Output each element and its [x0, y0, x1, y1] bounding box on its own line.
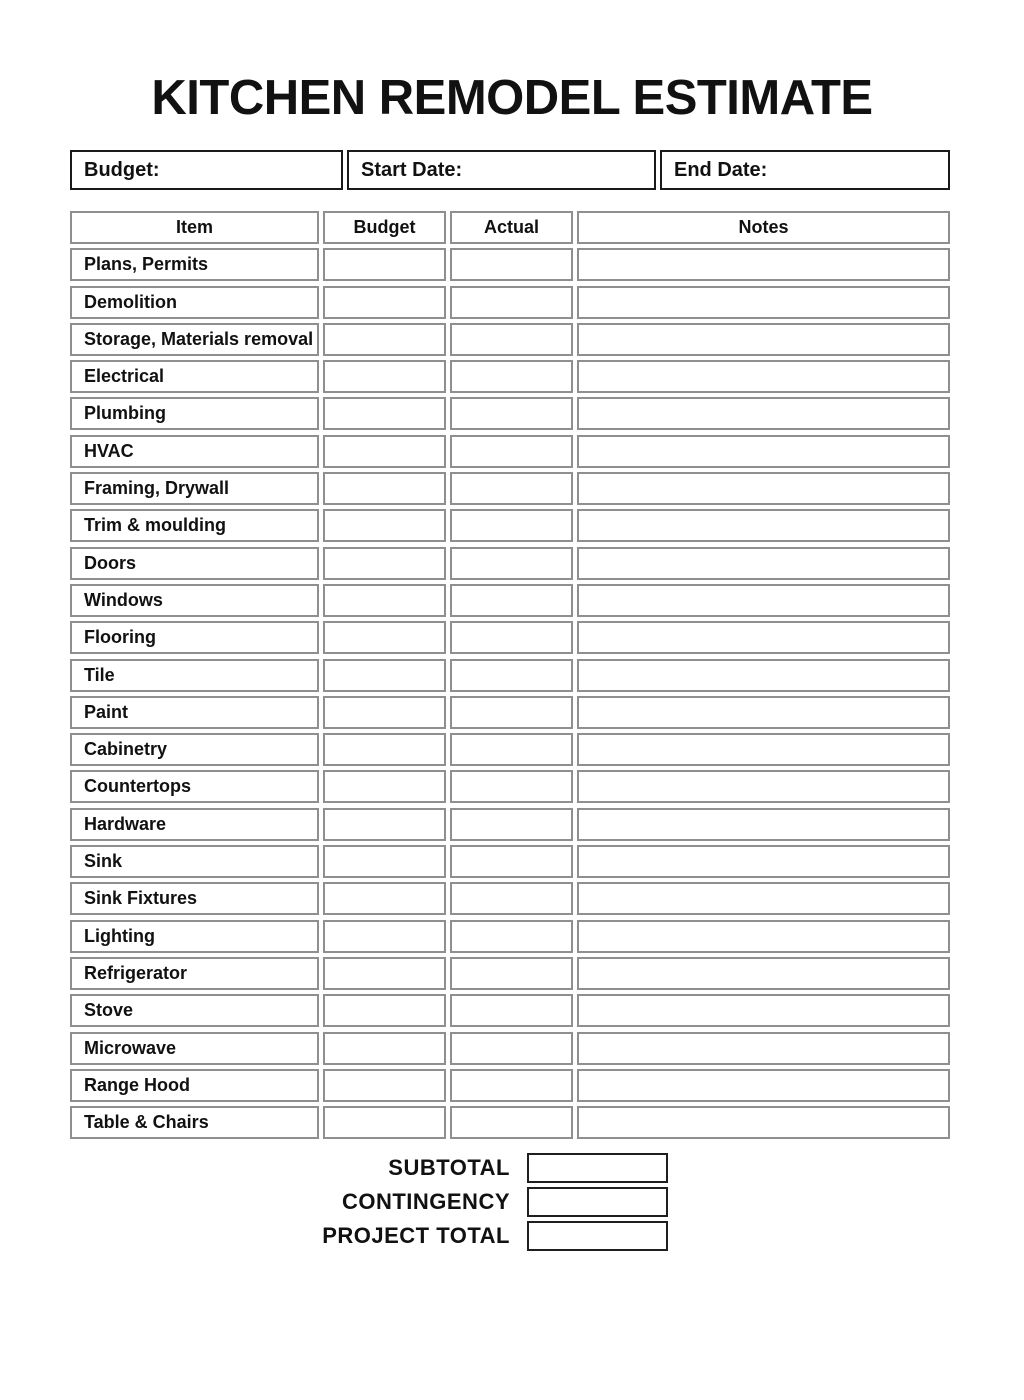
subtotal-input-box[interactable] [527, 1153, 668, 1183]
actual-input-cell[interactable] [450, 659, 573, 692]
contingency-input-box[interactable] [527, 1187, 668, 1217]
page-title: KITCHEN REMODEL ESTIMATE [151, 71, 873, 125]
item-cell [70, 248, 319, 281]
actual-input-cell[interactable] [450, 994, 573, 1027]
budget-input-cell[interactable] [323, 472, 446, 505]
item-cell [70, 509, 319, 542]
item-cell [70, 994, 319, 1027]
table-row [70, 584, 950, 617]
budget-input-cell[interactable] [323, 584, 446, 617]
estimate-table [70, 211, 950, 1139]
item-label: Lighting [84, 925, 155, 946]
actual-input-cell[interactable] [450, 882, 573, 915]
item-label: Sink Fixtures [84, 888, 198, 909]
item-label: Doors [84, 552, 137, 573]
item-cell [70, 584, 319, 617]
notes-input-cell[interactable] [577, 472, 950, 505]
notes-input-cell[interactable] [577, 659, 950, 692]
table-row [70, 360, 950, 393]
budget-input-cell[interactable] [323, 360, 446, 393]
notes-input-cell[interactable] [577, 248, 950, 281]
actual-input-cell[interactable] [450, 472, 573, 505]
item-label: Cabinetry [84, 739, 168, 760]
column-header-budget [323, 211, 446, 244]
end-date-field-label: End Date: [674, 158, 768, 181]
notes-input-cell[interactable] [577, 323, 950, 356]
budget-input-cell[interactable] [323, 1106, 446, 1139]
table-row [70, 696, 950, 729]
end-date-field[interactable] [660, 150, 950, 190]
item-label: Plumbing [84, 403, 166, 424]
item-label: Storage, Materials removal [84, 328, 314, 349]
column-header-item [70, 211, 319, 244]
notes-input-cell[interactable] [577, 547, 950, 580]
column-header-notes [577, 211, 950, 244]
budget-input-cell[interactable] [323, 1032, 446, 1065]
actual-input-cell[interactable] [450, 621, 573, 654]
budget-field[interactable] [70, 150, 343, 190]
item-label: HVAC [84, 440, 134, 461]
column-header-actual-label: Actual [483, 217, 539, 237]
start-date-field[interactable] [347, 150, 656, 190]
item-cell [70, 547, 319, 580]
budget-input-cell[interactable] [323, 1069, 446, 1102]
notes-input-cell[interactable] [577, 397, 950, 430]
budget-input-cell[interactable] [323, 957, 446, 990]
subtotal-label: SUBTOTAL [388, 1155, 510, 1181]
notes-input-cell[interactable] [577, 696, 950, 729]
budget-input-cell[interactable] [323, 882, 446, 915]
budget-input-cell[interactable] [323, 920, 446, 953]
item-label: Trim & moulding [84, 515, 226, 536]
notes-input-cell[interactable] [577, 509, 950, 542]
item-cell [70, 733, 319, 766]
budget-input-cell[interactable] [323, 286, 446, 319]
actual-input-cell[interactable] [450, 286, 573, 319]
notes-input-cell[interactable] [577, 920, 950, 953]
item-cell [70, 882, 319, 915]
budget-input-cell[interactable] [323, 547, 446, 580]
table-body [70, 248, 950, 1139]
actual-input-cell[interactable] [450, 509, 573, 542]
notes-input-cell[interactable] [577, 360, 950, 393]
header-fields [70, 150, 950, 190]
table-row [70, 845, 950, 878]
project-total-label: PROJECT TOTAL [322, 1223, 510, 1249]
item-cell [70, 845, 319, 878]
notes-input-cell[interactable] [577, 845, 950, 878]
item-cell [70, 808, 319, 841]
actual-input-cell[interactable] [450, 248, 573, 281]
table-row [70, 547, 950, 580]
item-cell [70, 1069, 319, 1102]
subtotal-row [70, 1153, 668, 1183]
table-row [70, 1106, 950, 1139]
item-cell [70, 1106, 319, 1139]
table-row [70, 957, 950, 990]
table-row [70, 882, 950, 915]
item-cell [70, 397, 319, 430]
budget-input-cell[interactable] [323, 659, 446, 692]
budget-field-label: Budget: [84, 158, 160, 181]
column-header-budget-label: Budget [353, 217, 416, 237]
contingency-row [70, 1187, 668, 1217]
notes-input-cell[interactable] [577, 994, 950, 1027]
item-label: Demolition [84, 291, 177, 312]
table-row [70, 659, 950, 692]
notes-input-cell[interactable] [577, 957, 950, 990]
table-row [70, 323, 950, 356]
column-header-item-label: Item [175, 217, 213, 237]
contingency-label: CONTINGENCY [341, 1189, 510, 1215]
item-label: Tile [84, 664, 115, 685]
item-cell [70, 770, 319, 803]
item-label: Framing, Drywall [84, 478, 230, 499]
actual-input-cell[interactable] [450, 1032, 573, 1065]
item-label: Refrigerator [84, 962, 188, 983]
item-label: Paint [84, 701, 129, 722]
table-row [70, 509, 950, 542]
notes-input-cell[interactable] [577, 882, 950, 915]
item-label: Countertops [84, 776, 191, 797]
item-label: Range Hood [84, 1074, 190, 1095]
notes-input-cell[interactable] [577, 435, 950, 468]
notes-input-cell[interactable] [577, 808, 950, 841]
table-row [70, 286, 950, 319]
item-label: Hardware [84, 813, 167, 834]
item-label: Windows [84, 589, 163, 610]
actual-input-cell[interactable] [450, 547, 573, 580]
table-row [70, 920, 950, 953]
budget-input-cell[interactable] [323, 435, 446, 468]
notes-input-cell[interactable] [577, 733, 950, 766]
notes-input-cell[interactable] [577, 286, 950, 319]
notes-input-cell[interactable] [577, 770, 950, 803]
item-cell [70, 696, 319, 729]
table-row [70, 472, 950, 505]
table-row [70, 248, 950, 281]
project-total-input-box[interactable] [527, 1221, 668, 1251]
item-cell [70, 360, 319, 393]
item-cell [70, 286, 319, 319]
table-row [70, 733, 950, 766]
table-row [70, 435, 950, 468]
table-row [70, 808, 950, 841]
actual-input-cell[interactable] [450, 397, 573, 430]
notes-input-cell[interactable] [577, 1106, 950, 1139]
column-header-notes-label: Notes [738, 217, 789, 237]
budget-input-cell[interactable] [323, 248, 446, 281]
actual-input-cell[interactable] [450, 920, 573, 953]
column-header-actual [450, 211, 573, 244]
item-cell [70, 920, 319, 953]
table-row [70, 621, 950, 654]
table-row [70, 994, 950, 1027]
table-header-row [70, 211, 950, 244]
actual-input-cell[interactable] [450, 435, 573, 468]
item-label: Electrical [84, 366, 165, 387]
actual-input-cell[interactable] [450, 360, 573, 393]
budget-input-cell[interactable] [323, 733, 446, 766]
actual-input-cell[interactable] [450, 323, 573, 356]
budget-input-cell[interactable] [323, 808, 446, 841]
item-label: Flooring [84, 627, 156, 648]
budget-input-cell[interactable] [323, 994, 446, 1027]
item-cell [70, 621, 319, 654]
actual-input-cell[interactable] [450, 845, 573, 878]
notes-input-cell[interactable] [577, 584, 950, 617]
item-label: Plans, Permits [84, 254, 209, 275]
budget-input-cell[interactable] [323, 696, 446, 729]
item-cell [70, 957, 319, 990]
table-row [70, 1032, 950, 1065]
start-date-field-label: Start Date: [361, 158, 463, 181]
budget-input-cell[interactable] [323, 621, 446, 654]
actual-input-cell[interactable] [450, 770, 573, 803]
item-cell [70, 659, 319, 692]
actual-input-cell[interactable] [450, 1106, 573, 1139]
budget-input-cell[interactable] [323, 323, 446, 356]
item-cell [70, 435, 319, 468]
actual-input-cell[interactable] [450, 808, 573, 841]
actual-input-cell[interactable] [450, 957, 573, 990]
table-row [70, 1069, 950, 1102]
item-cell [70, 472, 319, 505]
item-cell [70, 1032, 319, 1065]
item-label: Sink [84, 851, 123, 872]
item-label: Microwave [84, 1037, 177, 1058]
budget-input-cell[interactable] [323, 397, 446, 430]
actual-input-cell[interactable] [450, 1069, 573, 1102]
table-row [70, 397, 950, 430]
document-content [70, 150, 950, 1251]
budget-input-cell[interactable] [323, 845, 446, 878]
kitchen-remodel-estimate-document [0, 71, 1024, 1400]
project-total-row [70, 1221, 668, 1251]
item-cell [70, 323, 319, 356]
budget-input-cell[interactable] [323, 770, 446, 803]
summary-section [70, 1153, 668, 1251]
actual-input-cell[interactable] [450, 696, 573, 729]
item-label: Stove [84, 1000, 134, 1021]
notes-input-cell[interactable] [577, 621, 950, 654]
table-row [70, 770, 950, 803]
item-label: Table & Chairs [84, 1112, 209, 1133]
actual-input-cell[interactable] [450, 584, 573, 617]
notes-input-cell[interactable] [577, 1069, 950, 1102]
notes-input-cell[interactable] [577, 1032, 950, 1065]
budget-input-cell[interactable] [323, 509, 446, 542]
actual-input-cell[interactable] [450, 733, 573, 766]
